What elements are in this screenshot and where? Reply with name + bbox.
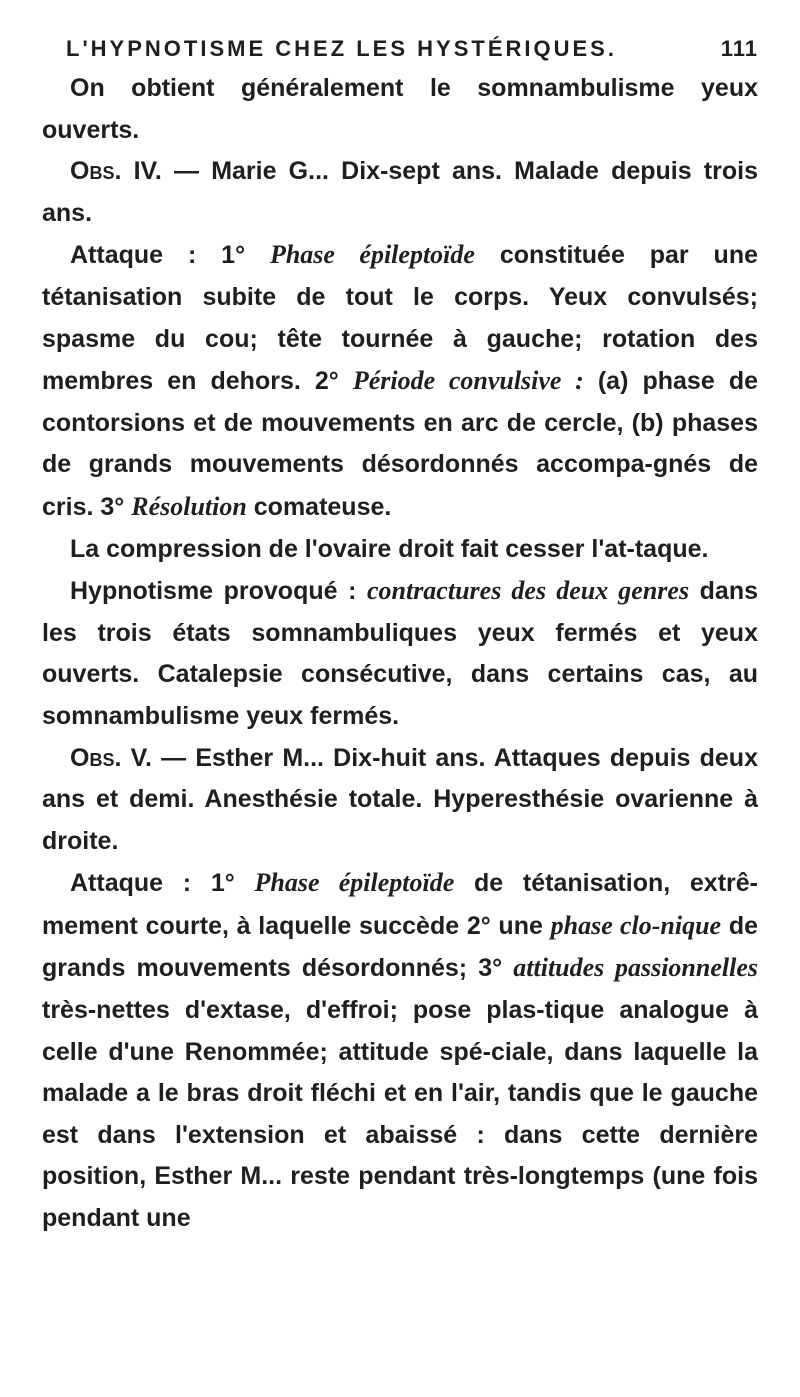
paragraph-somnambulisme [42, 68, 758, 151]
paragraph-text: dans les trois états somnambuliques yeux fermés et yeux ouverts. Catalepsie consécutive, dans certains cas, au somnambulisme yeux fermés. [42, 577, 759, 730]
running-head-title: L'HYPNOTISME CHEZ LES HYSTÉRIQUES. [66, 36, 617, 61]
paragraph-text: très-nettes d'extase, d'effroi; pose plas-tique analogue à celle d'une Renommée; attitude spé-ciale, dans laquelle la malade a le bras droit fléchi et en l'air, tandis que le gauche est dans l'extension et abaissé : dans cette dernière position, Esther M... reste pendant très-longtemps (une fois pendant une [42, 996, 758, 1233]
paragraph-text: Attaque : 1° [70, 869, 255, 898]
italic-term: Phase épileptoïde [269, 240, 475, 270]
paragraph-text: comateuse. [246, 492, 392, 521]
paragraph-obs-iv [42, 151, 758, 234]
italic-term: contractures des deux genres [366, 576, 690, 606]
paragraph-text: On obtient généralement le somnambulisme yeux ouverts. [42, 74, 758, 144]
running-head [66, 30, 758, 68]
paragraph-text: (a) phase de contorsions et de mouvements en arc de cercle, (b) phases de grands mouvements désordonnés accompa-gnés de cris. 3° [42, 367, 758, 521]
paragraph-text: de grands mouvements désordonnés; 3° [42, 911, 758, 983]
paragraph-text: constituée par une tétanisation subite de tout le corps. Yeux convulsés; spasme du cou; tête tournée à gauche; rotation des membres en dehors. 2° [42, 241, 758, 396]
italic-term: Résolution [131, 491, 247, 521]
italic-term: Période convulsive : [352, 366, 584, 396]
italic-term: phase clo-nique [550, 910, 722, 940]
book-page [42, 30, 758, 1240]
paragraph-attaque-iv [42, 234, 758, 528]
paragraph-text: — Marie G... Dix-sept ans. Malade depuis trois ans. [42, 157, 758, 227]
paragraph-compression [42, 529, 758, 571]
paragraph-text: Attaque : 1° [70, 241, 270, 270]
paragraph-attaque-v [42, 862, 758, 1239]
italic-term: attitudes passionnelles [513, 953, 759, 983]
paragraph-hypnotisme [42, 570, 758, 737]
page-number: 111 [720, 36, 758, 61]
paragraph-text: La compression de l'ovaire droit fait cesser l'at-taque. [70, 534, 709, 563]
italic-term: Phase épileptoïde [254, 868, 455, 898]
observation-label: Obs. V. [70, 743, 152, 772]
observation-label: Obs. IV. [70, 157, 162, 186]
paragraph-obs-v [42, 738, 758, 863]
paragraph-text: — Esther M... Dix-huit ans. Attaques depuis deux ans et demi. Anesthésie totale. Hyperesthésie ovarienne à droite. [42, 743, 758, 855]
paragraph-text: Hypnotisme provoqué : [70, 577, 367, 606]
paragraph-text: de tétanisation, extrê-mement courte, à laquelle succède 2° une [42, 869, 758, 940]
